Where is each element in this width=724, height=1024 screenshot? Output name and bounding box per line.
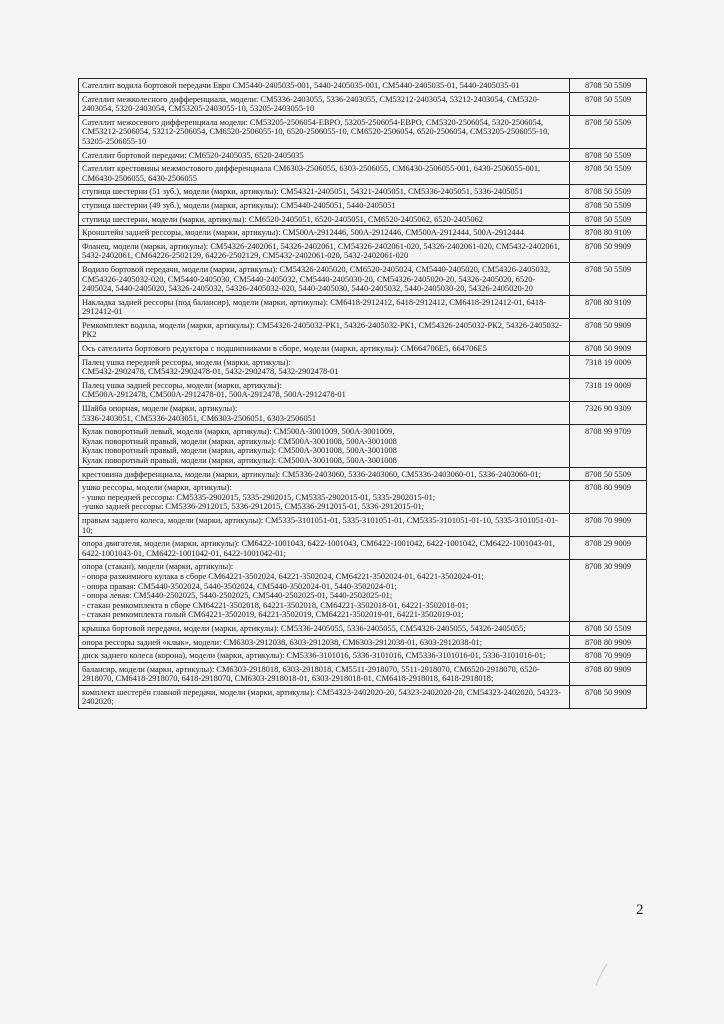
table-row	[79, 115, 647, 148]
table-row	[79, 560, 647, 622]
row-description: ступица шестерни (49 зуб.), модели (марки, артикулы): СМ5440-2405051, 5440-2405051	[79, 198, 570, 212]
row-description: диск заднего колеса (корона), модели (марки, артикулы): СМ5336-3101016, 5336-3101016, СМ5336-3101016-01, 5336-3101016-01;	[79, 649, 570, 663]
row-tnved-code: 8708 80 9109	[570, 295, 647, 318]
row-tnved-code: 8708 50 5509	[570, 79, 647, 93]
table-row	[79, 537, 647, 560]
table-row	[79, 513, 647, 536]
table-row	[79, 662, 647, 685]
table-row	[79, 635, 647, 649]
row-tnved-code: 7318 19 0009	[570, 378, 647, 401]
row-description: Сателлит бортовой передачи: СМ6520-2405035, 6520-2405035	[79, 148, 570, 162]
row-tnved-code: 8708 50 5509	[570, 185, 647, 199]
row-description: крестовина дифференциала, модели (марки, артикулы): СМ5336-2403060, 5336-2403060, СМ5336-2403060-01, 5336-2403060-01;	[79, 467, 570, 481]
table-row	[79, 402, 647, 425]
row-tnved-code: 8708 50 5509	[570, 115, 647, 148]
row-tnved-code: 8708 50 5509	[570, 212, 647, 226]
row-description: Сателлит крестовины межмостового дифференциала СМ6303-2506055, 6303-2506055, СМ6430-2506055-001, 6430-2506055-001, СМ6430-2506055, 6430-2506055	[79, 162, 570, 185]
row-description: ступица шестерни (51 зуб.), модели (марки, артикулы): СМ54321-2405051, 54321-2405051, СМ5336-2405051, 5336-2405051	[79, 185, 570, 199]
table-row	[79, 92, 647, 115]
row-description: комплект шестерён главной передачи, модели (марки, артикулы): СМ54323-2402020-20, 54323-2402020-20, СМ54323-2402020, 54323-2402020;	[79, 685, 570, 708]
row-description: Сателлит водила бортовой передачи Евро СМ5440-2405035-001, 5440-2405035-001, СМ5440-2405035-01, 5440-2405035-01	[79, 79, 570, 93]
scan-mark-decoration	[592, 960, 612, 990]
table-row	[79, 467, 647, 481]
row-description: Шайба опорная, модели (марки, артикулы): 5336-2403051, СМ5336-2403051, СМ6303-2506051, 6303-2506051	[79, 402, 570, 425]
goods-table	[78, 78, 647, 709]
table-row	[79, 425, 647, 467]
row-description: ступица шестерни, модели (марки, артикулы): СМ6520-2405051, 6520-2405051, СМ6520-2405062, 6520-2405062	[79, 212, 570, 226]
row-tnved-code: 7318 19 0009	[570, 355, 647, 378]
table-row	[79, 198, 647, 212]
row-tnved-code: 8708 50 5509	[570, 148, 647, 162]
table-row	[79, 295, 647, 318]
row-description: Сателлит межколесного дифференциала, модели: СМ5336-2403055, 5336-2403055, СМ53212-2403054, 53212-2403054, СМ5320-2403054, 5320-2403054, СМ53205-2403055-10, 53205-2403055-10	[79, 92, 570, 115]
row-description: Сателлит межосевого дифференциала модели: СМ53205-2506054-ЕВРО, 53205-2506054-ЕВРО, СМ5320-2506054, 5320-2506054, СМ53212-2506054, 53212-2506054, СМ6520-2506055-10, 6520-2506055-10, СМ6520-2506054, 6520-2506054, СМ53205-2506055-10, 53205-2506055-10	[79, 115, 570, 148]
row-description: Кулак поворотный левый, модели (марки, артикулы): СМ500А-3001009, 500А-3001009, Кулак поворотный правый, модели (марки, артикулы): СМ500А-3001008, 500А-3001008 Кулак поворотный правый, модели (марки, артикулы): СМ500А-3001008, 500А-3001008 Кулак поворотный правый, модели (марки, артикулы): СМ500А-3001008, 500А-3001008	[79, 425, 570, 467]
row-tnved-code: 8708 50 5509	[570, 262, 647, 295]
row-tnved-code: 8708 50 9909	[570, 318, 647, 341]
row-tnved-code: 8708 50 5509	[570, 198, 647, 212]
row-tnved-code: 8708 70 9909	[570, 649, 647, 663]
row-tnved-code: 8708 80 9909	[570, 481, 647, 514]
row-tnved-code: 8708 30 9909	[570, 560, 647, 622]
table-row	[79, 649, 647, 663]
row-tnved-code: 7326 90 9309	[570, 402, 647, 425]
row-description: крышка бортовой передачи, модели (марки, артикулы): СМ5336-2405055, 5336-2405055, СМ54326-2405055, 54326-2405055;	[79, 621, 570, 635]
table-row	[79, 212, 647, 226]
row-tnved-code: 8708 50 5509	[570, 467, 647, 481]
row-description: опора рессоры задней «клык», модели: СМ6303-2912038, 6303-2912038, СМ6303-2912038-01, 6303-2912038-01;	[79, 635, 570, 649]
table-row	[79, 481, 647, 514]
table-row	[79, 185, 647, 199]
row-tnved-code: 8708 80 9109	[570, 226, 647, 240]
row-description: балансир, модели (марки, артикулы): СМ6303-2918018, 6303-2918018, СМ5511-2918070, 5511-2918070, СМ6520-2918070, 6520-2918070, СМ6418-2918070, 6418-2918070, СМ6303-2918018-01, 6303-2918018-01, СМ6418-2918018, 6418-2918018;	[79, 662, 570, 685]
table-row	[79, 239, 647, 262]
row-description: опора двигателя, модели (марки, артикулы): СМ6422-1001043, 6422-1001043, СМ6422-1001042, 6422-1001042, СМ6422-1001043-01, 6422-1001043-01, СМ6422-1001042-01, 6422-1001042-01;	[79, 537, 570, 560]
page-number: 2	[636, 902, 644, 918]
row-description: опора (стакан), модели (марки, артикулы): - опора разжимного кулака в сборе СМ64221-3502024, 64221-3502024, СМ64221-3502024-01, 64221-3502024-01; - опора правая: СМ5440-3502024, 5440-3502024, СМ5440-3502024-01, 5440-3502024-01; - опора левая: СМ5440-2502025, 5440-2502025, СМ5440-2502025-01, 5440-2502025-01; - стакан ремкомплекта в сборе СМ64221-3502018, 64221-3502018, СМ64221-3502018-01, 64221-3502018-01; - стакан ремкомплекта голый СМ64221-3502019, 64221-3502019, СМ64221-3502019-01, 64221-3502019-01;	[79, 560, 570, 622]
row-description: Палец ушка передней рессоры, модели (марки, артикулы): СМ5432-2902478, СМ5432-2902478-01, 5432-2902478, 5432-2902478-01	[79, 355, 570, 378]
row-tnved-code: 8708 80 9909	[570, 635, 647, 649]
row-description: Палец ушка задней рессоры, модели (марки, артикулы): СМ500А-2912478, СМ500А-2912478-01, 500А-2912478, 500А-2912478-01	[79, 378, 570, 401]
row-tnved-code: 8708 50 5509	[570, 92, 647, 115]
row-description: Накладка задней рессоры (под балансир), модели (марки, артикулы): СМ6418-2912412, 6418-2912412, СМ6418-2912412-01, 6418-2912412-01	[79, 295, 570, 318]
table-row	[79, 79, 647, 93]
table-row	[79, 685, 647, 708]
table-row	[79, 378, 647, 401]
table-row	[79, 355, 647, 378]
row-tnved-code: 8708 70 9909	[570, 513, 647, 536]
table-row	[79, 162, 647, 185]
row-description: Кронштейн задней рессоры, модели (марки, артикулы): СМ500А-2912446, 500А-2912446, СМ500А-2912444, 500А-2912444	[79, 226, 570, 240]
table-row	[79, 342, 647, 356]
goods-table-body	[79, 79, 647, 709]
table-row	[79, 621, 647, 635]
row-description: Фланец, модели (марки, артикулы): СМ54326-2402061, 54326-2402061, СМ54326-2402061-020, 54326-2402061-020, СМ5432-2402061, 5432-2402061, СМ64226-2502129, 64226-2502129, СМ5432-2402061-020, 5432-2402061-020	[79, 239, 570, 262]
table-row	[79, 148, 647, 162]
row-description: правым заднего колеса, модели (марки, артикулы): СМ5335-3101051-01, 5335-3101051-01, СМ5335-3101051-01-10, 5335-3101051-01-10;	[79, 513, 570, 536]
row-tnved-code: 8708 50 5509	[570, 162, 647, 185]
row-tnved-code: 8708 50 9909	[570, 239, 647, 262]
row-tnved-code: 8708 99 9709	[570, 425, 647, 467]
table-row	[79, 318, 647, 341]
row-description: ушко рессоры, модели (марки, артикулы): - ушко передней рессоры: СМ5335-2902015, 5335-2902015, СМ5335-2902015-01, 5335-2902015-01; -ушко задней рессоры: СМ5336-2912015, 5336-2912015, СМ5336-2912015-01, 5336-2912015-01;	[79, 481, 570, 514]
row-description: Водило бортовой передачи, модели (марки, артикулы): СМ54326-2405020, СМ6520-2405024, СМ5440-2405020, СМ54326-2405032, СМ54326-2405032-020, СМ5440-2405030, СМ5440-2405032, СМ5440-2405030-20, СМ54326-2405020-20, 54326-2405020, 6520-2405024, 5440-2405020, 54326-2405032, 54326-2405032-020, 5440-2405030, 5440-2405032, 5440-2405030-20, 54326-2405020-20	[79, 262, 570, 295]
row-tnved-code: 8708 29 9009	[570, 537, 647, 560]
table-row	[79, 262, 647, 295]
row-tnved-code: 8708 50 9909	[570, 342, 647, 356]
row-tnved-code: 8708 50 9909	[570, 685, 647, 708]
table-row	[79, 226, 647, 240]
row-tnved-code: 8708 80 9909	[570, 662, 647, 685]
row-tnved-code: 8708 50 5509	[570, 621, 647, 635]
row-description: Ось сателлита бортового редуктора с подшипниками в сборе, модели (марки, артикулы): СМ664706Е5, 664706Е5	[79, 342, 570, 356]
row-description: Ремкомплект водила, модели (марки, артикулы): СМ54326-2405032-РК1, 54326-2405032-РК1, СМ54326-2405032-РК2, 54326-2405032-РК2	[79, 318, 570, 341]
